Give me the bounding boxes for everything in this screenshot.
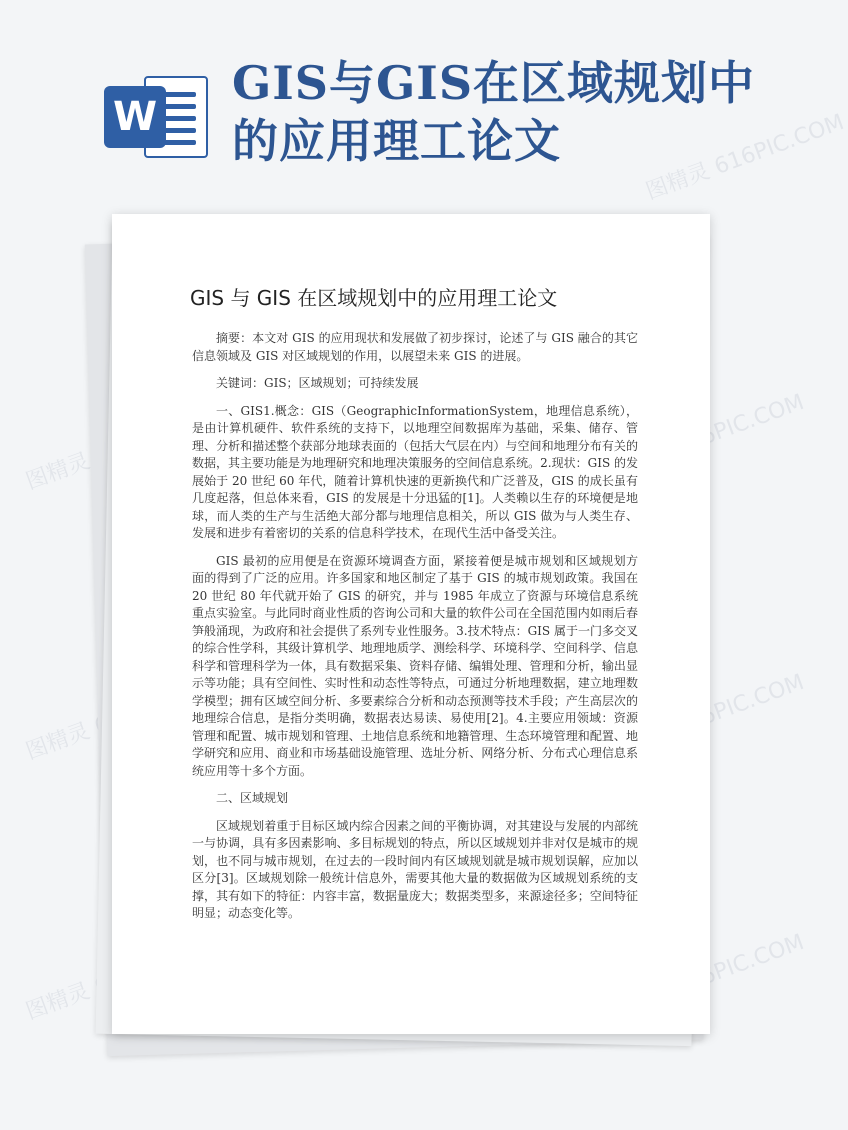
document-page: [112, 214, 710, 1034]
body-paragraph: 区域规划着重于目标区域内综合因素之间的平衡协调，对其建设与发展的内部统一与协调，具有多因素影响、多目标规划的特点，所以区域规划并非对仅是城市的规划，也不同与城市规划，在过去的一段时间内有区域规划就是城市规划误解，应加以区分[3]。区域规划除一般统计信息外，需要其他大量的数据做为区域规划系统的支撑，其有如下的特征：内容丰富，数据量庞大；数据类型多，来源途径多；空间特征明显；动态变化等。: [192, 818, 638, 920]
watermark-text: 图精灵: [22, 448, 94, 495]
watermark-text: 616PIC.COM: [671, 669, 808, 740]
word-document-icon: [104, 72, 214, 162]
watermark-text: 图精灵: [22, 718, 94, 765]
page-title: GIS与GIS在区域规划中的应用理工论文: [232, 56, 756, 168]
watermark-text: 616PIC.COM: [671, 389, 808, 460]
abstract-paragraph: 摘要：本文对 GIS 的应用现状和发展做了初步探讨，论述了与 GIS 融合的其它信息领域及 GIS 对区域规划的作用，以展望未来 GIS 的进展。: [192, 331, 638, 363]
document-body: [192, 330, 638, 933]
body-paragraph: GIS 最初的应用便是在资源环境调查方面，紧接着便是城市规划和区域规划方面的得到了广泛的应用。许多国家和地区制定了基于 GIS 的城市规划政策。我国在 20 世纪 80 年代就开始了 GIS 的研究，并与 1985 年成立了资源与环境信息系统重点实验室。与此同时商业性质的咨询公司和大量的软件公司在全国范围内如雨后春笋般涌现，为政府和社会提供了系列专业性服务。3.技术特点：GIS 属于一门多交叉的综合性学科，其级计算机学、地理地质学、测绘科学、环境科学、空间科学、信息科学和管理科学为一体，具有数据采集、资料存储、编辑处理、管理和分析，输出显示等功能；具有空间性、实时性和动态性等特点，可通过分析地理数据，建立地理数学模型；拥有区域空间分析、多要素综合分析和动态预测等技术手段；产生高层次的地理综合信息，是指分类明确，数据表达易读、易使用[2]。4.主要应用领域：资源管理和配置、城市规划和管理、土地信息系统和地籍管理、生态环境管理和配置、地学研究和应用、商业和市场基础设施管理、选址分析、网络分析、分布式心理信息系统应用等十多个方面。: [192, 553, 638, 778]
watermark-text: 图精灵: [22, 978, 94, 1025]
watermark-text: 616PIC.COM: [671, 929, 808, 1000]
section-heading: 二、区域规划: [216, 791, 289, 805]
watermark-text: 图精灵 616PIC.COM: [642, 109, 848, 205]
keywords-paragraph: 关键词：GIS；区域规划；可持续发展: [216, 376, 419, 390]
document-title: GIS 与 GIS 在区域规划中的应用理工论文: [190, 286, 558, 310]
word-logo-letter: W: [104, 86, 166, 148]
body-paragraph: 一、GIS1.概念：GIS（GeographicInformationSystem，地理信息系统），是由计算机硬件、软件系统的支持下，以地理空间数据库为基础，采集、储存、管理、分析和描述整个获部分地球表面的（包括大气层在内）与空间和地理分布有关的数据，其主要功能是为地理研究和地理决策服务的空间信息系统。2.现状：GIS 的发展始于 20 世纪 60 年代，随着计算机快速的更新换代和广泛普及，GIS 的成长虽有几度起落，但总体来看，GIS 的发展是十分迅猛的[1]。人类赖以生存的环境便是地球，而人类的生产与生活绝大部分都与地理信息相关，所以 GIS 做为与人类生存、发展和进步有着密切的关系的信息科学技术，在现代生活中备受关注。: [192, 403, 638, 540]
